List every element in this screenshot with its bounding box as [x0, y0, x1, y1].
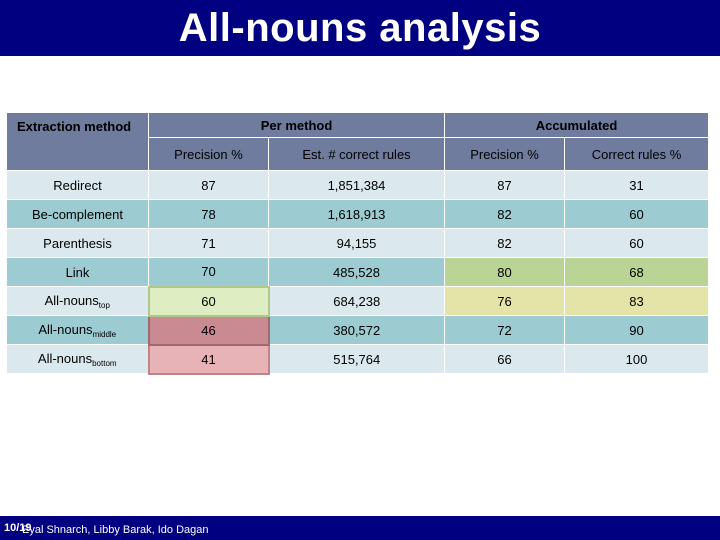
cell-method	[7, 345, 149, 374]
table-row	[7, 229, 709, 258]
footer-authors: Eyal Shnarch, Libby Barak, Ido Dagan	[22, 524, 209, 536]
cell-precision: 60	[149, 287, 269, 316]
header-est-correct-rules: Est. # correct rules	[269, 138, 445, 171]
header-correct-rules-pct: Correct rules %	[565, 138, 709, 171]
cell-method: Parenthesis	[7, 229, 149, 258]
cell-precision: 70	[149, 258, 269, 287]
cell-method: Redirect	[7, 171, 149, 200]
method-name: All-nouns	[38, 321, 93, 337]
cell-method	[7, 316, 149, 345]
method-sub: top	[98, 300, 110, 310]
cell-est: 515,764	[269, 345, 445, 374]
method-sub: middle	[92, 329, 117, 339]
table-row	[7, 345, 709, 374]
header-accumulated: Accumulated	[445, 113, 709, 138]
header-acc-precision: Precision %	[445, 138, 565, 171]
cell-correct: 31	[565, 171, 709, 200]
method-name: All-nouns	[44, 292, 99, 308]
slide-number: 10/19	[4, 522, 32, 534]
cell-correct: 60	[565, 229, 709, 258]
table-row	[7, 316, 709, 345]
cell-precision: 46	[149, 316, 269, 345]
cell-method: Link	[7, 258, 149, 287]
cell-acc-precision: 72	[445, 316, 565, 345]
cell-correct: 90	[565, 316, 709, 345]
cell-correct: 68	[565, 258, 709, 287]
cell-acc-precision: 87	[445, 171, 565, 200]
cell-acc-precision: 66	[445, 345, 565, 374]
cell-acc-precision: 82	[445, 229, 565, 258]
slide-title: All-nouns analysis	[178, 6, 542, 50]
cell-method: Be-complement	[7, 200, 149, 229]
table-row	[7, 171, 709, 200]
cell-correct: 60	[565, 200, 709, 229]
cell-est: 485,528	[269, 258, 445, 287]
cell-precision: 78	[149, 200, 269, 229]
header-per-method: Per method	[149, 113, 445, 138]
header-extraction-method: Extraction method	[7, 113, 149, 171]
table-row	[7, 258, 709, 287]
title-bar	[0, 0, 720, 56]
cell-precision: 71	[149, 229, 269, 258]
cell-acc-precision: 82	[445, 200, 565, 229]
cell-est: 684,238	[269, 287, 445, 316]
cell-est: 1,851,384	[269, 171, 445, 200]
cell-correct: 100	[565, 345, 709, 374]
method-sub: bottom	[92, 358, 117, 368]
cell-acc-precision: 76	[445, 287, 565, 316]
cell-method	[7, 287, 149, 316]
cell-precision: 41	[149, 345, 269, 374]
results-table-container	[6, 112, 708, 375]
table-row	[7, 200, 709, 229]
cell-precision: 87	[149, 171, 269, 200]
header-precision: Precision %	[149, 138, 269, 171]
cell-acc-precision: 80	[445, 258, 565, 287]
cell-correct: 83	[565, 287, 709, 316]
cell-est: 94,155	[269, 229, 445, 258]
method-name: All-nouns	[37, 350, 93, 366]
cell-est: 380,572	[269, 316, 445, 345]
table-row	[7, 287, 709, 316]
header-row-top	[7, 113, 709, 138]
cell-est: 1,618,913	[269, 200, 445, 229]
results-table	[6, 112, 709, 375]
